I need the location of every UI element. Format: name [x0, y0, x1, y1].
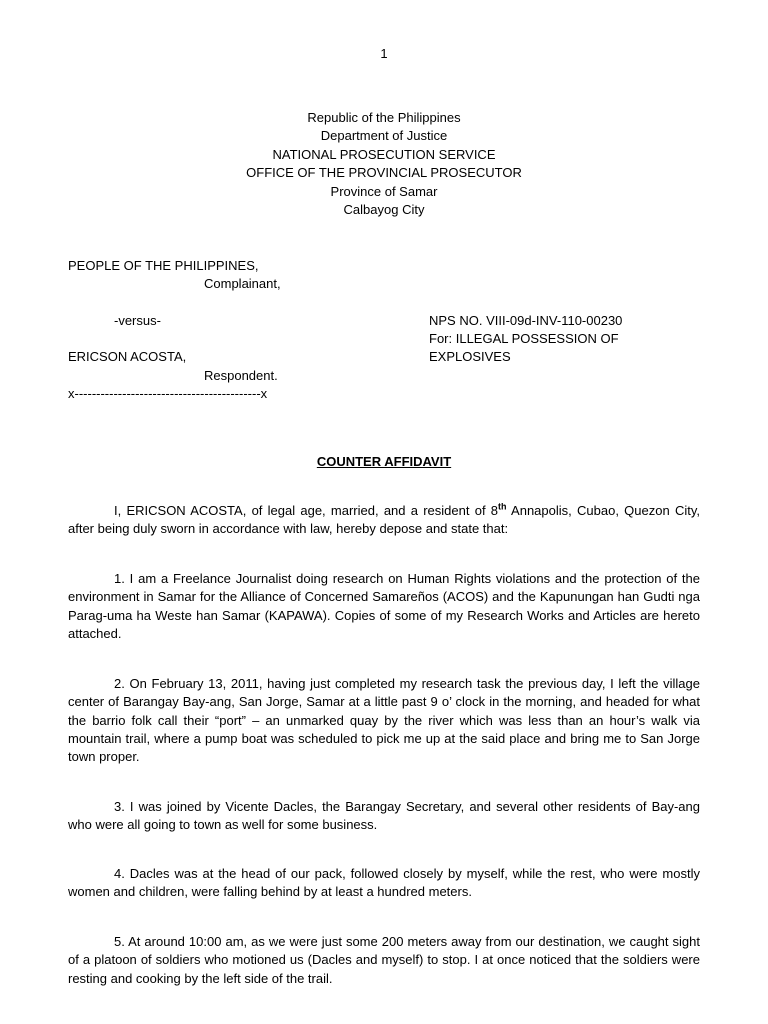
intro-superscript: th	[498, 501, 507, 512]
header-city: Calbayog City	[343, 202, 425, 217]
paragraph-2	[68, 675, 700, 766]
charge-line-2: EXPLOSIVES	[429, 349, 511, 364]
paragraph-4	[68, 865, 700, 902]
caption-respondent-role: Respondent.	[204, 368, 278, 383]
paragraph-5-text: 5. At around 10:00 am, as we were just some 200 meters away from our destination, we caught sight of a platoon of soldiers who motioned us (Dacles and myself) to stop. I at once noticed that the soldiers were resting and cooking by the left side of the trail.	[68, 934, 700, 986]
header-office: OFFICE OF THE PROVINCIAL PROSECUTOR	[246, 165, 522, 180]
caption-separator: x-------------------------------------------x	[68, 386, 268, 401]
charge-line-1: For: ILLEGAL POSSESSION OF	[429, 331, 619, 346]
caption-versus: -versus-	[114, 313, 161, 328]
paragraph-3	[68, 798, 700, 835]
document-title	[0, 454, 768, 470]
intro-text-before: I, ERICSON ACOSTA, of legal age, married, and a resident of 8	[114, 503, 499, 518]
caption-plaintiff-role: Complainant,	[204, 276, 281, 291]
paragraph-4-text: 4. Dacles was at the head of our pack, followed closely by myself, while the rest, who were mostly women and children, were falling behind by at least a hundred meters.	[68, 866, 700, 900]
header-republic: Republic of the Philippines	[307, 110, 461, 125]
paragraph-2-text: 2. On February 13, 2011, having just completed my research task the previous day, I left the village center of Barangay Bay-ang, San Jorge, Samar at a little past 9 o’ clock in the morning, and headed for what the barrio folk call their “port” – an unmarked quay by the river which was less than an hour’s walk via mountain trail, where a pump boat was scheduled to pick me up at the said place and bring me to San Jorge town proper.	[68, 676, 700, 765]
paragraph-5	[68, 933, 700, 988]
page-number: 1	[380, 46, 388, 61]
header-department: Department of Justice	[320, 128, 448, 143]
caption-plaintiff: PEOPLE OF THE PHILIPPINES,	[68, 258, 259, 273]
paragraph-1-text: 1. I am a Freelance Journalist doing research on Human Rights violations and the protection of the environment in Samar for the Alliance of Concerned Samareños (ACOS) and the Kapunungan han Gudti nga Parag-uma ha Weste han Samar (KAPAWA). Copies of some of my Research Works and Articles are hereto attached.	[68, 571, 700, 641]
intro-text-after: Annapolis, Cubao, Quezon City, after being duly sworn in accordance with law, hereby depose and state that:	[68, 503, 700, 537]
header-province: Province of Samar	[330, 184, 438, 199]
paragraph-1	[68, 570, 700, 643]
document-title-text: COUNTER AFFIDAVIT	[316, 454, 452, 469]
intro-paragraph	[68, 502, 700, 539]
case-number: NPS NO. VIII-09d-INV-110-00230	[429, 313, 623, 328]
caption-respondent: ERICSON ACOSTA,	[68, 349, 187, 364]
paragraph-3-text: 3. I was joined by Vicente Dacles, the Barangay Secretary, and several other residents of Bay-ang who were all going to town as well for some business.	[68, 799, 700, 833]
header-nps: NATIONAL PROSECUTION SERVICE	[272, 147, 496, 162]
